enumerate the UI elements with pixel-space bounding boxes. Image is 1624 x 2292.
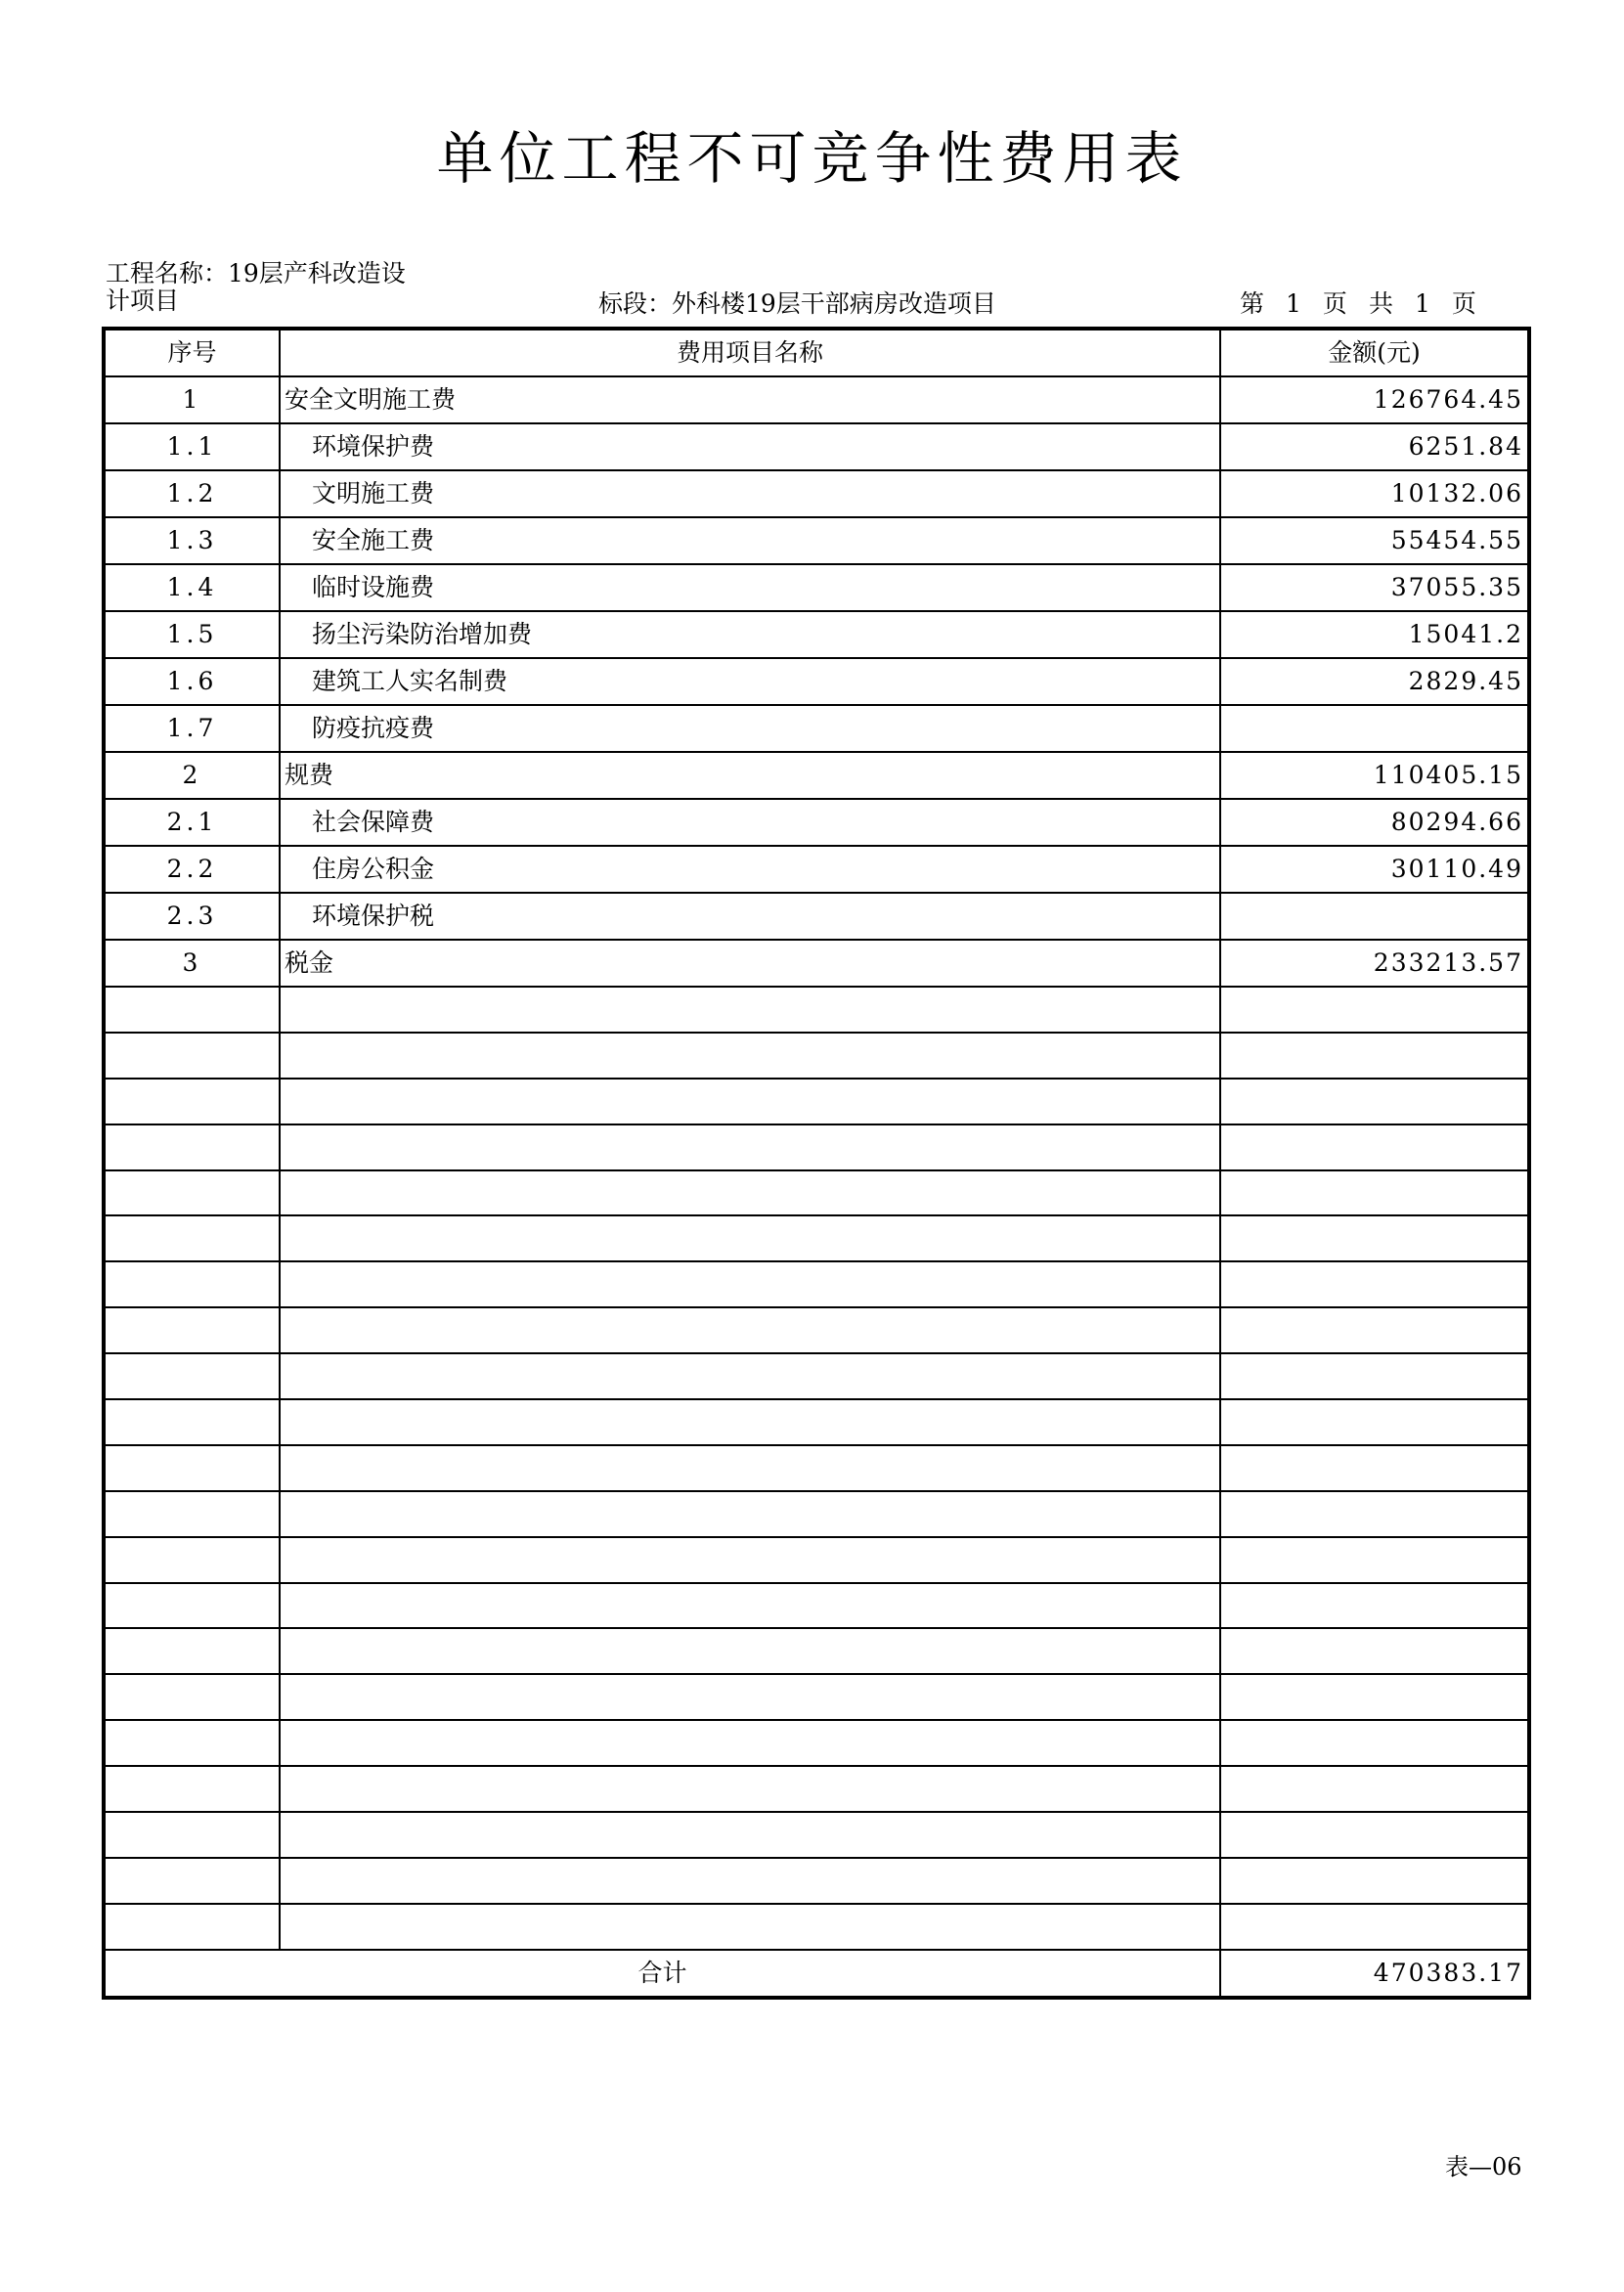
row-amount [1220, 1124, 1529, 1170]
row-seq [104, 1628, 280, 1674]
table-row [104, 376, 1529, 423]
row-amount [1220, 705, 1529, 752]
row-seq: 1.5 [104, 611, 280, 658]
table-row [104, 1399, 1529, 1445]
row-name [280, 1537, 1220, 1583]
table-row [104, 940, 1529, 987]
table-row [104, 752, 1529, 799]
row-name [280, 1812, 1220, 1858]
row-name: 住房公积金 [280, 846, 1220, 893]
table-row [104, 1215, 1529, 1261]
row-name [280, 1124, 1220, 1170]
row-amount [1220, 1491, 1529, 1537]
row-seq [104, 1033, 280, 1079]
table-row [104, 1812, 1529, 1858]
table-row [104, 1353, 1529, 1399]
row-seq: 1.6 [104, 658, 280, 705]
row-name: 临时设施费 [280, 564, 1220, 611]
row-seq [104, 1812, 280, 1858]
row-name: 环境保护税 [280, 893, 1220, 940]
table-row [104, 987, 1529, 1033]
row-name: 建筑工人实名制费 [280, 658, 1220, 705]
page-di: 第 [1240, 289, 1265, 318]
project-name-line2: 计项目 [106, 286, 180, 315]
row-amount: 10132.06 [1220, 470, 1529, 517]
row-amount: 15041.2 [1220, 611, 1529, 658]
row-seq: 2.2 [104, 846, 280, 893]
row-amount [1220, 1583, 1529, 1629]
row-amount [1220, 1399, 1529, 1445]
row-seq: 1.1 [104, 423, 280, 470]
row-seq [104, 1858, 280, 1904]
row-amount: 233213.57 [1220, 940, 1529, 987]
row-amount: 80294.66 [1220, 799, 1529, 846]
row-seq [104, 1445, 280, 1491]
row-amount [1220, 1353, 1529, 1399]
table-row [104, 846, 1529, 893]
section-name: 标段：外科楼19层干部病房改造项目 [598, 289, 996, 318]
row-amount [1220, 1307, 1529, 1353]
row-amount: 2829.45 [1220, 658, 1529, 705]
row-amount [1220, 1812, 1529, 1858]
row-name: 防疫抗疫费 [280, 705, 1220, 752]
row-seq [104, 1399, 280, 1445]
row-amount [1220, 1858, 1529, 1904]
table-row [104, 611, 1529, 658]
row-amount [1220, 1628, 1529, 1674]
row-seq [104, 1124, 280, 1170]
table-row [104, 1307, 1529, 1353]
row-seq: 1.3 [104, 517, 280, 564]
row-name [280, 1858, 1220, 1904]
table-row [104, 1124, 1529, 1170]
table-row [104, 893, 1529, 940]
row-name: 税金 [280, 940, 1220, 987]
table-row [104, 423, 1529, 470]
row-amount [1220, 1261, 1529, 1307]
row-seq [104, 1904, 280, 1950]
row-name [280, 1491, 1220, 1537]
table-row [104, 1674, 1529, 1720]
table-header [104, 329, 1529, 376]
row-seq [104, 987, 280, 1033]
row-name [280, 1904, 1220, 1950]
row-seq: 1 [104, 376, 280, 423]
row-seq [104, 1537, 280, 1583]
row-amount [1220, 1170, 1529, 1216]
table-row [104, 658, 1529, 705]
row-name [280, 1445, 1220, 1491]
table-row [104, 1170, 1529, 1216]
table-row [104, 1583, 1529, 1629]
row-amount: 30110.49 [1220, 846, 1529, 893]
page-total: 1 [1414, 289, 1430, 318]
row-seq [104, 1170, 280, 1216]
table-row [104, 517, 1529, 564]
project-name-line1: 工程名称：19层产科改造设 [106, 259, 406, 287]
table-row [104, 1537, 1529, 1583]
row-name [280, 1399, 1220, 1445]
table-row [104, 470, 1529, 517]
table-row [104, 705, 1529, 752]
table-row [104, 1720, 1529, 1766]
row-seq [104, 1353, 280, 1399]
row-amount: 110405.15 [1220, 752, 1529, 799]
table-row [104, 799, 1529, 846]
row-seq: 2 [104, 752, 280, 799]
row-seq: 1.2 [104, 470, 280, 517]
table-row [104, 1261, 1529, 1307]
table-row [104, 1628, 1529, 1674]
row-name [280, 1215, 1220, 1261]
row-seq [104, 1079, 280, 1124]
row-seq: 1.7 [104, 705, 280, 752]
table-row [104, 1079, 1529, 1124]
page-ye: 页 [1322, 289, 1347, 318]
row-name: 环境保护费 [280, 423, 1220, 470]
row-name [280, 1033, 1220, 1079]
total-amount: 470383.17 [1220, 1950, 1529, 1998]
row-seq [104, 1215, 280, 1261]
header-name: 费用项目名称 [280, 329, 1220, 376]
row-name: 安全文明施工费 [280, 376, 1220, 423]
row-amount [1220, 893, 1529, 940]
row-seq [104, 1307, 280, 1353]
row-amount: 6251.84 [1220, 423, 1529, 470]
page-title: 单位工程不可竞争性费用表 [436, 125, 1188, 192]
row-name [280, 1628, 1220, 1674]
row-seq [104, 1766, 280, 1812]
row-seq: 2.1 [104, 799, 280, 846]
row-seq [104, 1261, 280, 1307]
row-seq: 2.3 [104, 893, 280, 940]
row-seq: 1.4 [104, 564, 280, 611]
row-amount [1220, 1720, 1529, 1766]
table-row [104, 1858, 1529, 1904]
row-amount [1220, 1674, 1529, 1720]
row-amount [1220, 1445, 1529, 1491]
row-name: 文明施工费 [280, 470, 1220, 517]
row-seq [104, 1583, 280, 1629]
row-seq [104, 1720, 280, 1766]
row-name [280, 1170, 1220, 1216]
row-amount: 126764.45 [1220, 376, 1529, 423]
row-name [280, 1079, 1220, 1124]
page-info [1240, 288, 1476, 320]
row-amount [1220, 1079, 1529, 1124]
row-amount [1220, 1904, 1529, 1950]
row-name: 安全施工费 [280, 517, 1220, 564]
row-amount: 55454.55 [1220, 517, 1529, 564]
total-row [104, 1950, 1529, 1998]
project-name [106, 260, 438, 315]
row-name [280, 1674, 1220, 1720]
row-amount: 37055.35 [1220, 564, 1529, 611]
table-row [104, 564, 1529, 611]
row-name [280, 1583, 1220, 1629]
row-amount [1220, 1537, 1529, 1583]
table-row [104, 1766, 1529, 1812]
page-number: 1 [1286, 289, 1301, 318]
row-name [280, 1307, 1220, 1353]
page-ye2: 页 [1451, 289, 1476, 318]
row-amount [1220, 1766, 1529, 1812]
table-code: 表—06 [1445, 2153, 1522, 2181]
fee-table [102, 327, 1531, 2000]
row-name [280, 1261, 1220, 1307]
header-seq: 序号 [104, 329, 280, 376]
row-seq: 3 [104, 940, 280, 987]
row-name [280, 1766, 1220, 1812]
table-row [104, 1491, 1529, 1537]
table-row [104, 1445, 1529, 1491]
row-name [280, 987, 1220, 1033]
total-label: 合计 [104, 1950, 1220, 1998]
table-row [104, 1033, 1529, 1079]
row-amount [1220, 1033, 1529, 1079]
row-seq [104, 1674, 280, 1720]
row-name [280, 1720, 1220, 1766]
row-seq [104, 1491, 280, 1537]
row-name: 规费 [280, 752, 1220, 799]
table-row [104, 1904, 1529, 1950]
row-amount [1220, 987, 1529, 1033]
header-amount: 金额(元) [1220, 329, 1529, 376]
row-name: 社会保障费 [280, 799, 1220, 846]
row-amount [1220, 1215, 1529, 1261]
page-gong: 共 [1368, 289, 1393, 318]
row-name [280, 1353, 1220, 1399]
row-name: 扬尘污染防治增加费 [280, 611, 1220, 658]
